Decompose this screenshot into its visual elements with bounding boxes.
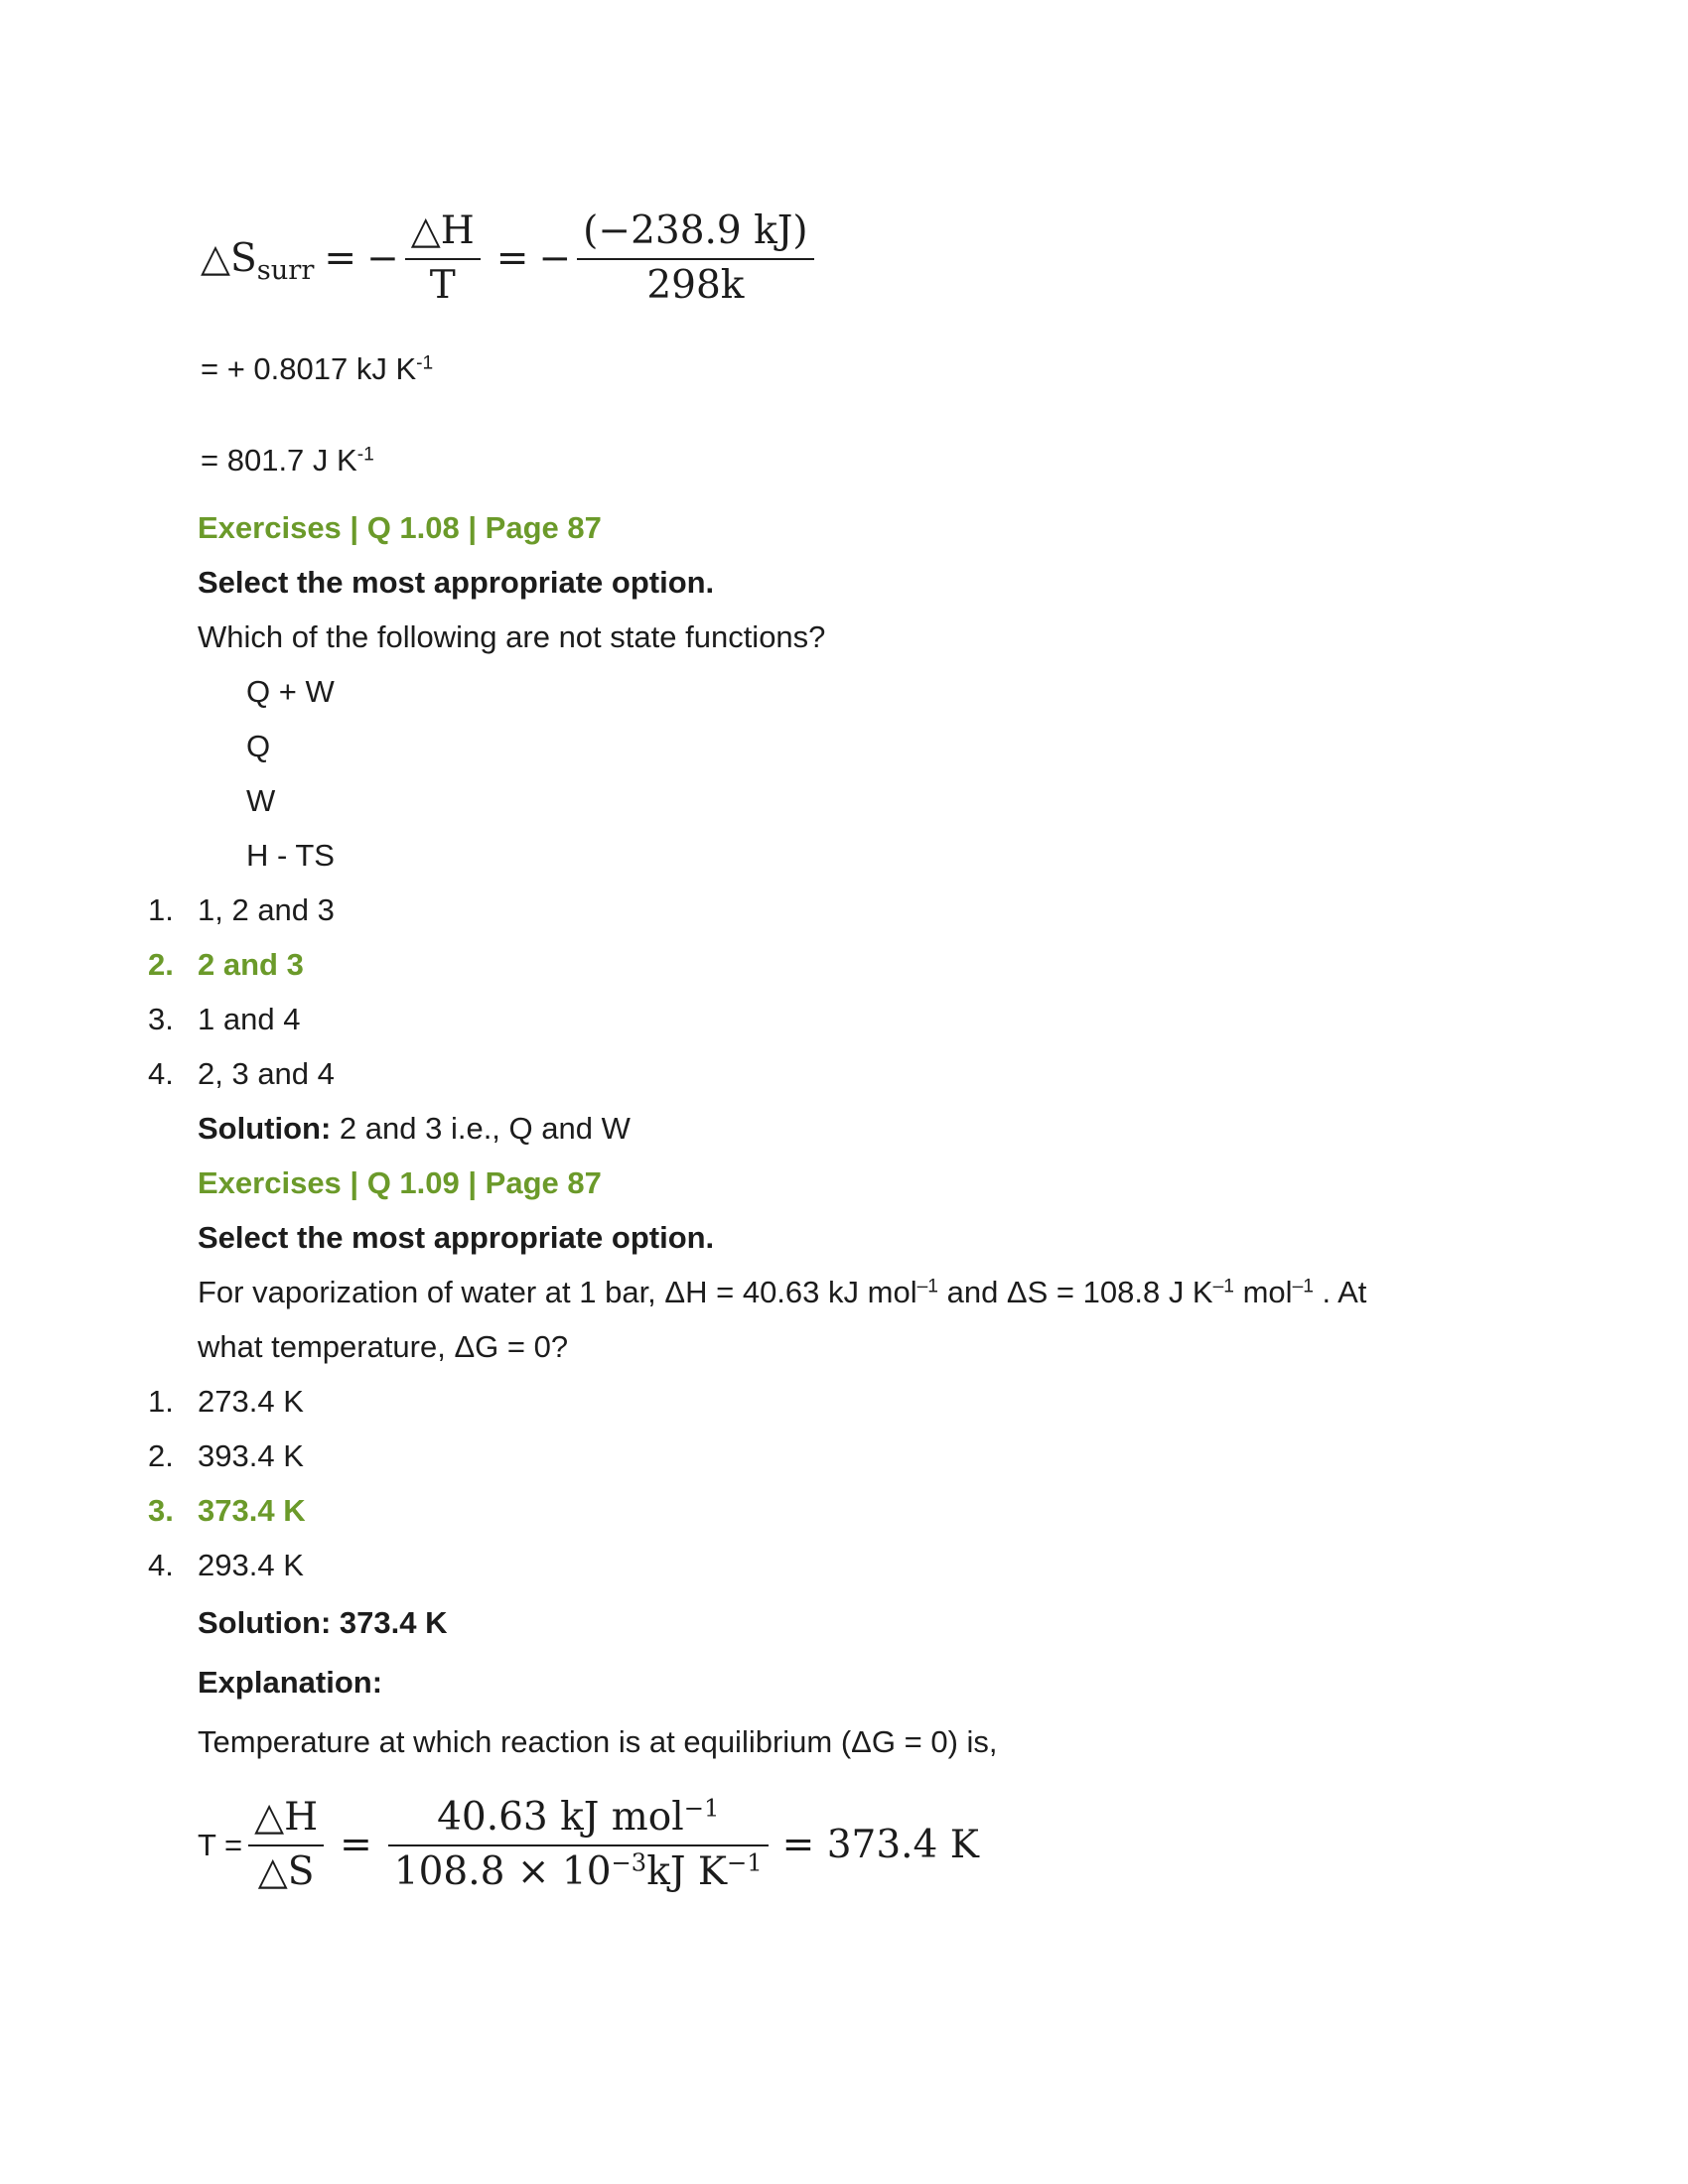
- equals-sign: =: [340, 1823, 372, 1868]
- q109-question-line-2: what temperature, ΔG = 0?: [198, 1329, 569, 1364]
- q108-option-4: 4. 2, 3 and 4: [148, 1056, 335, 1091]
- fraction-value: $\frac{(-238.9 kJ)}{298k}$: [577, 208, 813, 310]
- lhs: $\triangle S_{surr}$: [201, 236, 315, 287]
- q109-explanation-text: Temperature at which reaction is at equilibrium (ΔG = 0) is,: [198, 1724, 998, 1759]
- result: = 373.4 K: [781, 1823, 979, 1868]
- q109-heading: Exercises | Q 1.09 | Page 87: [198, 1165, 602, 1200]
- q108-item-1: Q + W: [246, 674, 335, 709]
- q109-option-2: 2. 393.4 K: [148, 1438, 304, 1473]
- q109-instruction: Select the most appropriate option.: [198, 1220, 715, 1255]
- q108-question: Which of the following are not state functions?: [198, 619, 826, 654]
- lhs-t: T =: [198, 1827, 243, 1862]
- q109-solution: Solution: 373.4 K: [198, 1605, 448, 1640]
- q108-solution: Solution: 2 and 3 i.e., Q and W: [198, 1111, 631, 1146]
- result-line-j: = 801.7 J $K^{-1}$: [201, 443, 374, 478]
- q108-option-1: 1. 1, 2 and 3: [148, 892, 335, 927]
- equals-sign: =: [324, 236, 357, 282]
- fraction-dh-over-ds: $\frac{\triangle H}{\triangle S}$: [248, 1795, 324, 1896]
- q108-item-2: Q: [246, 729, 271, 763]
- q108-heading: Exercises | Q 1.08 | Page 87: [198, 510, 602, 545]
- fraction-dh-over-t: $\frac{\triangle H}{T}$: [405, 208, 481, 310]
- entropy-surroundings-equation: [201, 208, 820, 310]
- q109-explanation-label: Explanation:: [198, 1665, 383, 1700]
- equals-sign-2: =: [495, 236, 529, 282]
- q108-item-4: H - TS: [246, 838, 335, 873]
- q108-instruction: Select the most appropriate option.: [198, 565, 715, 600]
- q109-option-3-correct: 3. 373.4 K: [148, 1493, 306, 1528]
- minus-sign: −: [366, 236, 399, 282]
- temperature-equation: [198, 1795, 979, 1896]
- fraction-values: $\frac{40.63 kJ mol^{-1}}{108.8 \times 10^{-3}kJ K^{-1}}$: [388, 1795, 769, 1896]
- q109-option-4: 4. 293.4 K: [148, 1548, 304, 1582]
- q108-option-3: 3. 1 and 4: [148, 1002, 301, 1036]
- q108-item-3: W: [246, 783, 276, 818]
- q109-question-line-1: For vaporization of water at 1 bar, ΔH = 40.63 kJ mol$^{-1}$ and ΔS = 108.8 J $K^{-1}$ mol$^{-1}$ . At: [198, 1275, 1367, 1309]
- result-line-kj: = + 0.8017 kJ $K^{-1}$: [201, 351, 434, 386]
- minus-sign-2: −: [538, 236, 572, 282]
- q109-option-1: 1. 273.4 K: [148, 1384, 304, 1419]
- q108-option-2-correct: 2. 2 and 3: [148, 947, 304, 982]
